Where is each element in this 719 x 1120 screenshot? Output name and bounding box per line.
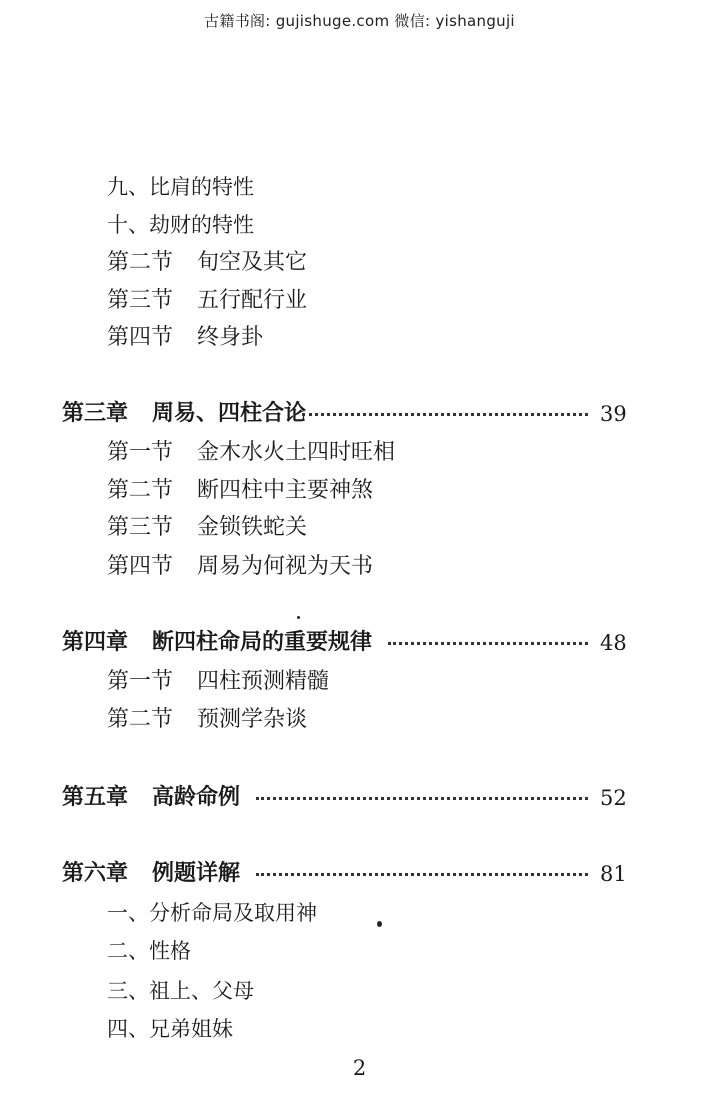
toc-item (0, 975, 719, 1007)
chapter-page-number: 52 (600, 786, 627, 810)
toc-item-text: 二、性格 (107, 939, 191, 963)
chapter-title: 高龄命例 (152, 785, 241, 810)
watermark-header: 古籍书阁: gujishuge.com 微信: yishanguji (204, 12, 515, 30)
toc-section (0, 666, 719, 698)
chapter-number: 第五章 (62, 785, 129, 810)
chapter-number: 第四章 (62, 630, 129, 655)
toc-item (0, 935, 719, 967)
section-title: 五行配行业 (197, 288, 308, 313)
dot-leader (256, 797, 588, 800)
section-number: 第一节 (107, 669, 174, 694)
chapter-title: 周易、四柱合论 (152, 401, 307, 426)
section-title: 金木水火土四时旺相 (197, 440, 396, 465)
section-number: 第二节 (107, 478, 174, 503)
section-number: 第三节 (107, 515, 174, 540)
section-title: 旬空及其它 (197, 250, 308, 275)
toc-item-text: 一、分析命局及取用神 (107, 901, 317, 925)
section-title: 四柱预测精髓 (197, 669, 330, 694)
section-number: 第四节 (107, 325, 174, 350)
toc-item (0, 209, 719, 241)
chapter-page-number: 39 (600, 402, 627, 426)
toc-chapter (0, 627, 719, 659)
section-title: 预测学杂谈 (197, 707, 308, 732)
section-title: 周易为何视为天书 (197, 554, 374, 579)
dot-leader (388, 642, 588, 645)
chapter-page-number: 48 (600, 631, 627, 655)
dot-leader (256, 873, 588, 876)
chapter-title: 例题详解 (152, 861, 241, 886)
section-number: 第三节 (107, 288, 174, 313)
chapter-number: 第六章 (62, 861, 129, 886)
chapter-title: 断四柱命局的重要规律 (152, 630, 373, 655)
toc-item (0, 1013, 719, 1045)
toc-chapter (0, 398, 719, 430)
toc-section (0, 247, 719, 279)
toc-section (0, 437, 719, 469)
section-title: 断四柱中主要神煞 (197, 478, 374, 503)
toc-chapter (0, 858, 719, 890)
toc-item-text: 三、祖上、父母 (107, 979, 254, 1003)
toc-item (0, 171, 719, 203)
section-number: 第二节 (107, 707, 174, 732)
scan-speck (297, 616, 300, 619)
toc-section (0, 475, 719, 507)
section-title: 终身卦 (197, 325, 264, 350)
toc-item-text: 四、兄弟姐妹 (107, 1017, 233, 1041)
page-number: 2 (352, 1056, 367, 1080)
toc-section (0, 322, 719, 354)
toc-chapter (0, 782, 719, 814)
toc-section (0, 704, 719, 736)
chapter-number: 第三章 (62, 401, 129, 426)
toc-section (0, 512, 719, 544)
section-number: 第四节 (107, 554, 174, 579)
dot-leader (302, 413, 588, 416)
section-title: 金锁铁蛇关 (197, 515, 308, 540)
section-number: 第二节 (107, 250, 174, 275)
toc-section (0, 551, 719, 583)
toc-item (0, 897, 719, 929)
section-number: 第一节 (107, 440, 174, 465)
scan-speck (377, 921, 382, 927)
toc-item-text: 九、比肩的特性 (107, 175, 254, 199)
toc-item-text: 十、劫财的特性 (107, 213, 254, 237)
chapter-page-number: 81 (600, 862, 627, 886)
toc-section (0, 285, 719, 317)
